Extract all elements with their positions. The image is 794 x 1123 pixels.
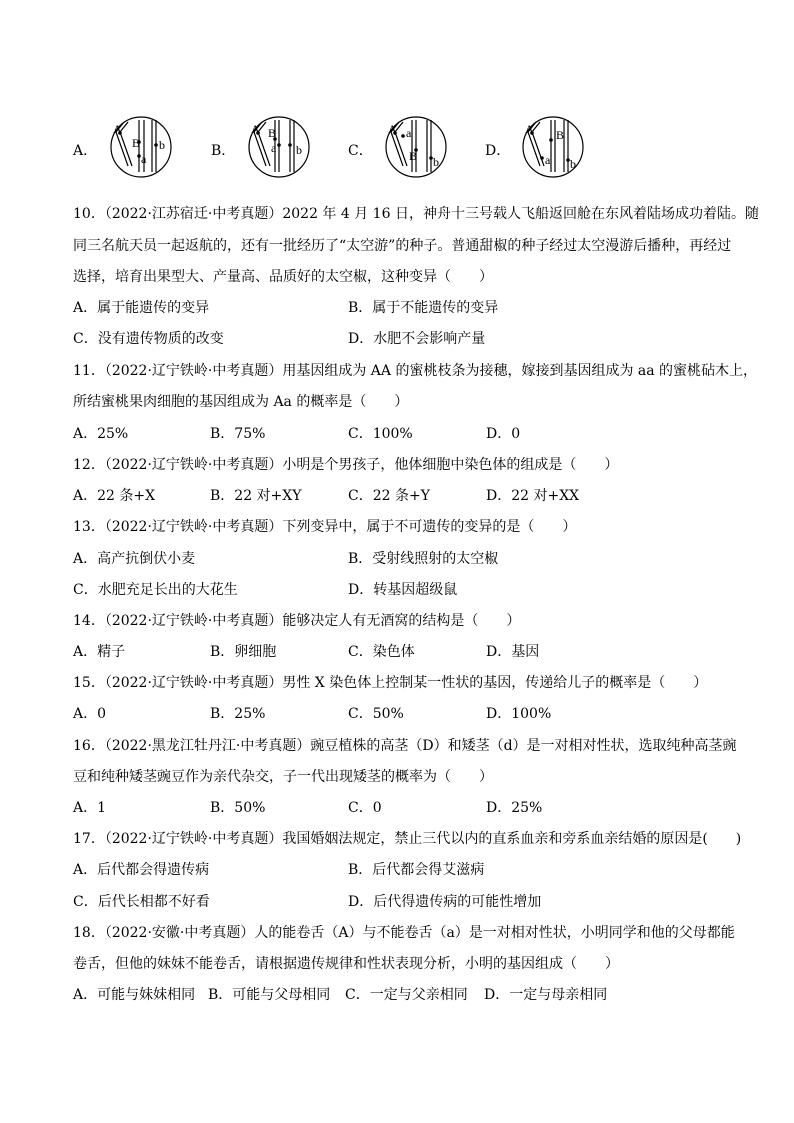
q14-stem: 14．（2022·辽宁铁岭·中考真题）能够决定人有无酒窝的结构是（ ） [73, 613, 521, 629]
gene-label: A [388, 122, 397, 136]
gene-label: A [251, 122, 260, 136]
q11-option-c[interactable]: C．100% [348, 426, 413, 442]
q10-option-d[interactable]: D．水肥不会影响产量 [348, 331, 486, 347]
gene-label: a [545, 153, 551, 167]
q18-option-b[interactable]: B．可能与父母相同 [208, 987, 331, 1003]
q11-option-d[interactable]: D．0 [486, 426, 521, 442]
q14-option-d[interactable]: D．基因 [486, 644, 540, 660]
gene-label: A [113, 122, 122, 136]
q18-stem-line-1: 18．（2022·安徽·中考真题）人的能卷舌（A）与不能卷舌（a）是一对相对性状，小明同学和他的父母都能 [73, 925, 735, 941]
q16-option-d[interactable]: D．25% [486, 800, 543, 816]
cell-diagram-d [518, 112, 588, 182]
q13-option-d[interactable]: D．转基因超级鼠 [348, 582, 458, 598]
q17-option-a[interactable]: A．后代都会得遗传病 [73, 862, 210, 878]
q11-option-b[interactable]: B．75% [210, 426, 266, 442]
q13-option-b[interactable]: B．受射线照射的太空椒 [348, 551, 499, 567]
gene-label: b [296, 143, 302, 157]
q10-stem-line-1: 10．（2022·江苏宿迁·中考真题）2022 年 4 月 16 日，神舟十三号载人飞船返回舱在东风着陆场成功着陆。随 [73, 206, 759, 222]
gene-label: B [268, 126, 277, 140]
q15-stem: 15．（2022·辽宁铁岭·中考真题）男性 X 染色体上控制某一性状的基因，传递给儿子的概率是（ ） [73, 675, 708, 691]
option-letter: B． [211, 143, 236, 159]
q17-option-d[interactable]: D．后代得遗传病的可能性增加 [348, 894, 542, 910]
gene-label: b [570, 157, 576, 171]
q12-stem: 12．（2022·辽宁铁岭·中考真题）小明是个男孩子，他体细胞中染色体的组成是（ ） [73, 457, 619, 473]
q16-option-c[interactable]: C．0 [348, 800, 382, 816]
gene-label: B [132, 136, 141, 150]
option-letter: C． [348, 143, 373, 159]
q10-option-a[interactable]: A．属于能遗传的变异 [73, 300, 210, 316]
gene-label: b [433, 155, 439, 169]
q14-option-a[interactable]: A．精子 [73, 644, 126, 660]
q10-stem-line-3: 选择，培育出果型大、产量高、品质好的太空椒，这种变异（ ） [73, 269, 493, 285]
q16-stem-line-1: 16．（2022·黑龙江牡丹江·中考真题）豌豆植株的高茎（D）和矮茎（d）是一对相对性状，选取纯种高茎豌 [73, 738, 737, 754]
q18-option-a[interactable]: A．可能与妹妹相同 [73, 987, 196, 1003]
q18-option-d[interactable]: D．一定与母亲相同 [484, 987, 608, 1003]
gene-label: B [556, 128, 565, 142]
q16-stem-line-2: 豆和纯种矮茎豌豆作为亲代杂交，子一代出现矮茎的概率为（ ） [73, 769, 493, 785]
q17-option-b[interactable]: B．后代都会得艾滋病 [348, 862, 485, 878]
q15-option-c[interactable]: C．50% [348, 706, 404, 722]
q17-option-c[interactable]: C．后代长相都不好看 [73, 894, 210, 910]
option-letter: D． [485, 143, 511, 159]
gene-label: a [406, 126, 412, 140]
q18-option-c[interactable]: C．一定与父亲相同 [345, 987, 468, 1003]
q15-option-b[interactable]: B．25% [210, 706, 266, 722]
option-letter: A． [73, 143, 98, 159]
q14-option-c[interactable]: C．染色体 [348, 644, 415, 660]
gene-label: a [141, 152, 147, 166]
q10-option-c[interactable]: C．没有遗传物质的改变 [73, 331, 224, 347]
cell-diagram-a [106, 112, 176, 182]
q12-option-c[interactable]: C．22 条+Y [348, 488, 430, 504]
q13-option-c[interactable]: C．水肥充足长出的大花生 [73, 582, 238, 598]
q9-diagram-options [73, 112, 593, 184]
q16-option-a[interactable]: A．1 [73, 800, 107, 816]
q11-option-a[interactable]: A．25% [73, 426, 129, 442]
q14-option-b[interactable]: B．卵细胞 [210, 644, 277, 660]
gene-label: B [409, 149, 418, 163]
cell-diagram-b [244, 112, 314, 182]
q15-option-a[interactable]: A．0 [73, 706, 107, 722]
q16-option-b[interactable]: B．50% [210, 800, 266, 816]
q10-stem-line-2: 同三名航天员一起返航的，还有一批经历了“太空游”的种子。普通甜椒的种子经过太空漫游后播种，再经过 [73, 238, 732, 254]
q12-option-d[interactable]: D．22 对+XX [486, 488, 580, 504]
gene-label: b [159, 138, 165, 152]
q10-option-b[interactable]: B．属于不能遗传的变异 [348, 300, 499, 316]
q18-stem-line-2: 卷舌，但他的妹妹不能卷舌，请根据遗传规律和性状表现分析，小明的基因组成（ ） [73, 956, 619, 972]
gene-label: A [525, 122, 534, 136]
q11-stem-line-2: 所结蜜桃果肉细胞的基因组成为 Aa 的概率是（ ） [73, 394, 409, 410]
q15-option-d[interactable]: D．100% [486, 706, 552, 722]
q12-option-a[interactable]: A．22 条+X [73, 488, 156, 504]
gene-label: a [271, 141, 277, 155]
q13-option-a[interactable]: A．高产抗倒伏小麦 [73, 551, 196, 567]
cell-diagram-c [381, 112, 451, 182]
q12-option-b[interactable]: B．22 对+XY [210, 488, 302, 504]
q13-stem: 13．（2022·辽宁铁岭·中考真题）下列变异中，属于不可遗传的变异的是（ ） [73, 519, 577, 535]
q11-stem-line-1: 11．（2022·辽宁铁岭·中考真题）用基因组成为 AA 的蜜桃枝条为接穗，嫁接到基因组成为 aa 的蜜桃砧木上， [73, 363, 758, 379]
q17-stem: 17．（2022·辽宁铁岭·中考真题）我国婚姻法规定，禁止三代以内的直系血亲和旁系血亲结婚的原因是( ) [73, 831, 742, 847]
